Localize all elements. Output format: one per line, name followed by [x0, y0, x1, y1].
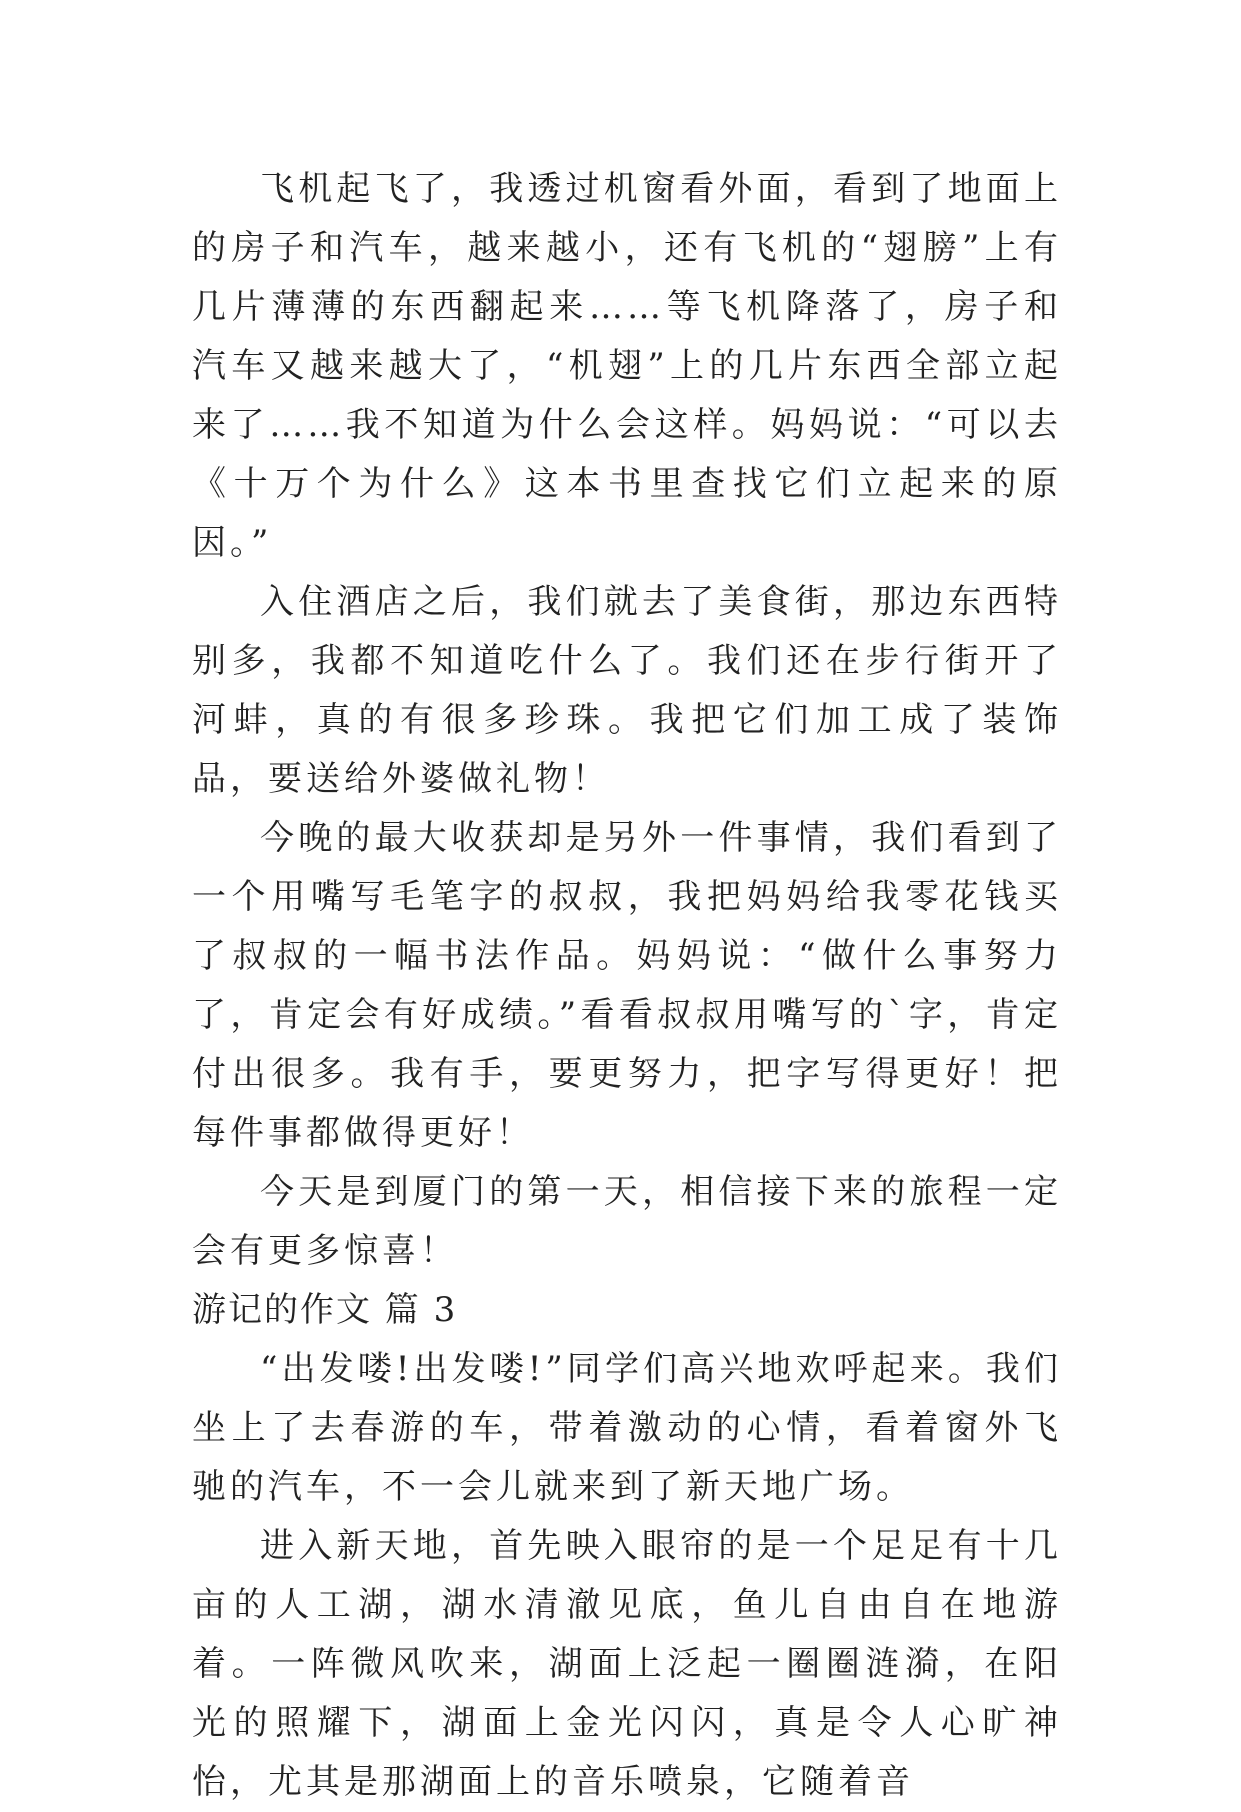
- paragraph-first-day: 今天是到厦门的第一天，相信接下来的旅程一定会有更多惊喜！: [192, 1172, 1062, 1271]
- document-body: [192, 160, 1062, 1812]
- section-heading: 游记的作文 篇 3: [192, 1290, 458, 1330]
- paragraph-xintiandi-lake: 进入新天地，首先映入眼帘的是一个足足有十几亩的人工湖，湖水清澈见底，鱼儿自由自在地游着。一阵微风吹来，湖面上泛起一圈圈涟漪，在阳光的照耀下，湖面上金光闪闪，真是令人心旷神怡，尤其是那湖面上的音乐喷泉，它随着音: [192, 1526, 1062, 1802]
- paragraph-spring-outing: “出发喽!出发喽!”同学们高兴地欢呼起来。我们坐上了去春游的车，带着激动的心情，看着窗外飞驰的汽车，不一会儿就来到了新天地广场。: [192, 1349, 1062, 1507]
- paragraph-calligraphy: 今晚的最大收获却是另外一件事情，我们看到了一个用嘴写毛笔字的叔叔，我把妈妈给我零花钱买了叔叔的一幅书法作品。妈妈说：“做什么事努力了，肯定会有好成绩。”看看叔叔用嘴写的`字，肯定付出很多。我有手，要更努力，把字写得更好！把每件事都做得更好！: [192, 818, 1062, 1153]
- paragraph-hotel-food-street: 入住酒店之后，我们就去了美食街，那边东西特别多，我都不知道吃什么了。我们还在步行街开了河蚌，真的有很多珍珠。我把它们加工成了装饰品，要送给外婆做礼物！: [192, 582, 1062, 799]
- paragraph-airplane: 飞机起飞了，我透过机窗看外面，看到了地面上的房子和汽车，越来越小，还有飞机的“翅膀”上有几片薄薄的东西翻起来……等飞机降落了，房子和汽车又越来越大了，“机翅”上的几片东西全部立起来了……我不知道为什么会这样。妈妈说：“可以去《十万个为什么》这本书里查找它们立起来的原因。”: [192, 169, 1062, 563]
